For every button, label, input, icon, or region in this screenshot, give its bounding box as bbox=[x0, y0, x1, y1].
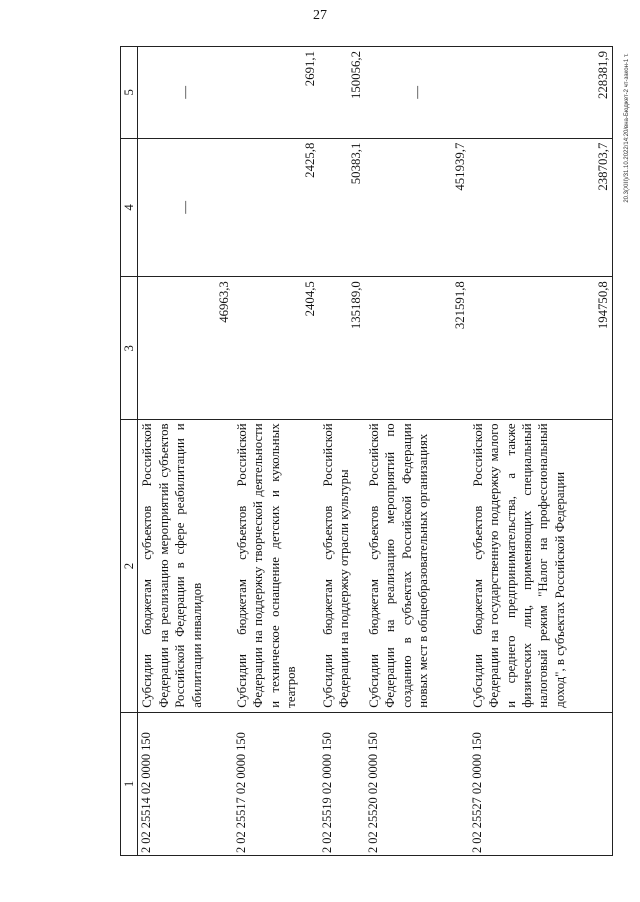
value-col4: — bbox=[138, 138, 233, 277]
value-col4: 238703,7 bbox=[469, 138, 613, 277]
row-description: Субсидии бюджетам субъектов Российской Федерации на реализацию мероприятий по созданию в субъектах Российской Федерации новых мест в общеобразовательных организациях bbox=[365, 420, 469, 712]
value-col5: — bbox=[138, 47, 233, 139]
table-row bbox=[233, 47, 319, 856]
rotated-budget-table-container bbox=[120, 46, 611, 856]
value-col5: — bbox=[365, 47, 469, 139]
value-col4: 2425,8 bbox=[233, 138, 319, 277]
table-row bbox=[319, 47, 365, 856]
page-number: 27 bbox=[313, 8, 327, 23]
budget-code: 2 02 25519 02 0000 150 bbox=[319, 712, 365, 855]
row-description: Субсидии бюджетам субъектов Российской Федерации на поддержку отрасли культуры bbox=[319, 420, 365, 712]
value-col3: 321591,8 bbox=[365, 277, 469, 420]
column-header: 2 bbox=[121, 420, 138, 712]
document-registration-note bbox=[614, 28, 640, 228]
column-header: 3 bbox=[121, 277, 138, 420]
table-row bbox=[469, 47, 613, 856]
budget-code: 2 02 25520 02 0000 150 bbox=[365, 712, 469, 855]
registration-note-text: 20.3(XIII)/31.10.2022/14:20/вна-Бюджет-2 чт-закон-1 т. bbox=[624, 53, 630, 203]
table-header-row bbox=[121, 47, 138, 856]
value-col3: 135189,0 bbox=[319, 277, 365, 420]
budget-code: 2 02 25527 02 0000 150 bbox=[469, 712, 613, 855]
row-description: Субсидии бюджетам субъектов Российской Федерации на поддержку творческой деятельности и техническое оснащение детских и кукольных театров bbox=[233, 420, 319, 712]
value-col3: 46963,3 bbox=[138, 277, 233, 420]
value-col5: 150056,2 bbox=[319, 47, 365, 139]
budget-table bbox=[120, 46, 613, 856]
value-col5: 2691,1 bbox=[233, 47, 319, 139]
column-header: 1 bbox=[121, 712, 138, 855]
budget-code: 2 02 25517 02 0000 150 bbox=[233, 712, 319, 855]
column-header: 5 bbox=[121, 47, 138, 139]
row-description: Субсидии бюджетам субъектов Российской Федерации на государственную поддержку малого и среднего предпринимательства, а также физических лиц, применяющих специальный налоговый режим "Налог на профессиональный доход", в субъектах Российской Федерации bbox=[469, 420, 613, 712]
row-description: Субсидии бюджетам субъектов Российской Федерации на реализацию мероприятий субъектов Российской Федерации в сфере реабилитации и абилитации инвалидов bbox=[138, 420, 233, 712]
table-row bbox=[365, 47, 469, 856]
table-row bbox=[138, 47, 233, 856]
column-header: 4 bbox=[121, 138, 138, 277]
value-col3: 2404,5 bbox=[233, 277, 319, 420]
value-col4: 451939,7 bbox=[365, 138, 469, 277]
value-col5: 228381,9 bbox=[469, 47, 613, 139]
value-col4: 50383,1 bbox=[319, 138, 365, 277]
budget-code: 2 02 25514 02 0000 150 bbox=[138, 712, 233, 855]
value-col3: 194750,8 bbox=[469, 277, 613, 420]
